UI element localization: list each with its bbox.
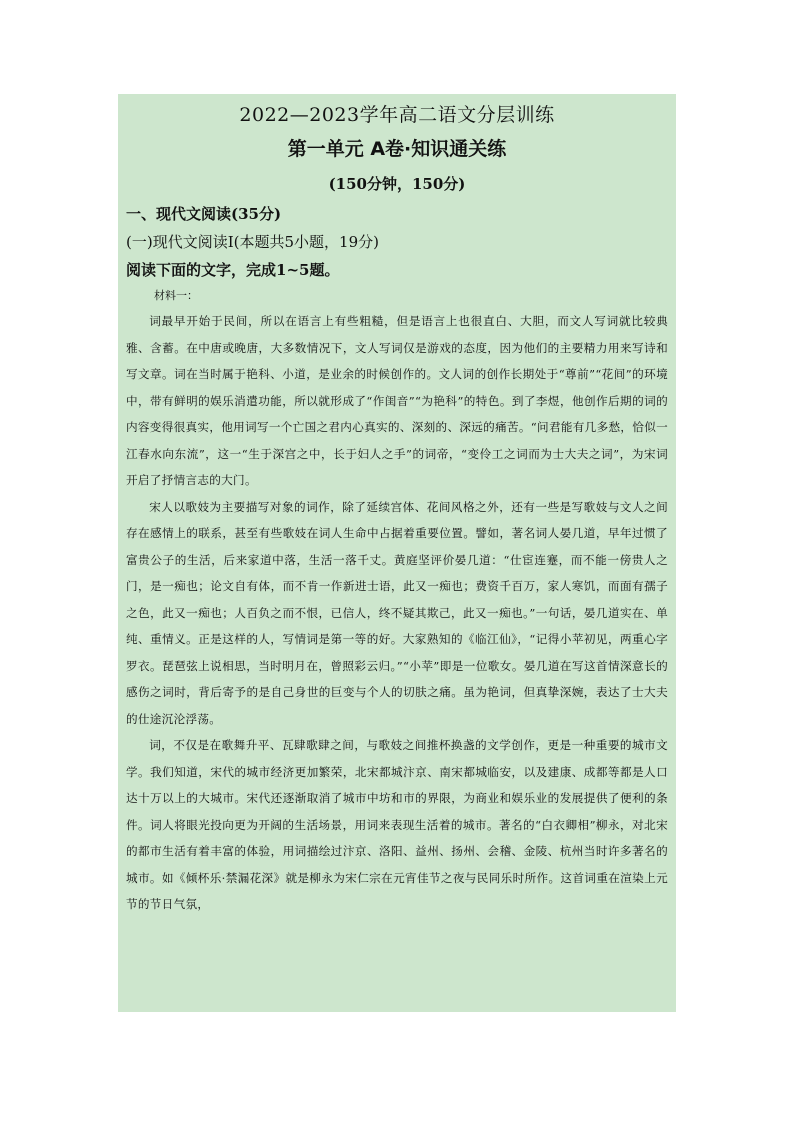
section-heading: 一、现代文阅读(35分) [126, 205, 282, 223]
instruction-text: 阅读下面的文字，完成1~5题。 [126, 261, 340, 279]
document-subtitle: 第一单元 A卷·知识通关练 [287, 138, 507, 160]
document-title: 2022—2023学年高二语文分层训练 [239, 104, 555, 126]
paragraph-1: 词最早开始于民间，所以在语言上有些粗糙，但是语言上也很直白、大胆，而文人写词就比较典雅、含蓄。在中唐或晚唐，大多数情况下，文人写词仅是游戏的态度，因为他们的主要精力用来写诗和写文章。词在当时属于艳科、小道，是业余的时候创作的。文人词的创作长期处于“尊前”“花间”的环境中，带有鲜明的娱乐消遣功能，所以就形成了“作闺音”“为艳科”的特色。到了李煜，他创作后期的词的内容变得很真实，他用词写一个亡国之君内心真实的、深刻的、深远的痛苦。“问君能有几多愁，恰似一江春水向东流”，这一“生于深宫之中，长于妇人之手”的词帝，“变伶工之词而为士大夫之词”，为宋词开启了抒情言志的大门。 [126, 314, 668, 487]
material-label: 材料一： [154, 289, 198, 302]
time-score: (150分钟，150分) [328, 175, 466, 193]
document-page [118, 94, 676, 1012]
subsection-heading: (一)现代文阅读Ⅰ(本题共5小题，19分) [126, 233, 379, 251]
paragraph-2: 宋人以歌妓为主要描写对象的词作，除了延续宫体、花间风格之外，还有一些是写歌妓与文人之间存在感情上的联系，甚至有些歌妓在词人生命中占据着重要位置。譬如，著名词人晏几道，早年过惯了富贵公子的生活，后来家道中落，生活一落千丈。黄庭坚评价晏几道：“仕宦连蹇，而不能一傍贵人之门，是一痴也；论文自有体，而不肯一作新进士语，此又一痴也；费资千百万，家人寒饥，而面有孺子之色，此又一痴也；人百负之而不恨，已信人，终不疑其欺己，此又一痴也。”一句话，晏几道实在、单纯、重情义。正是这样的人，写情词是第一等的好。大家熟知的《临江仙》，“记得小苹初见，两重心字罗衣。琵琶弦上说相思，当时明月在，曾照彩云归。”“小苹”即是一位歌女。晏几道在写这首情深意长的感伤之词时，背后寄予的是自己身世的巨变与个人的切肤之痛。虽为艳词，但真挚深婉，表达了士大夫的仕途沉沦浮荡。 [126, 499, 668, 726]
paragraph-3: 词，不仅是在歌舞升平、瓦肆歌肆之间，与歌妓之间推杯换盏的文学创作，更是一种重要的城市文学。我们知道，宋代的城市经济更加繁荣，北宋都城汴京、南宋都城临安，以及建康、成都等都是人口达十万以上的大城市。宋代还逐渐取消了城市中坊和市的界限，为商业和娱乐业的发展提供了便利的条件。词人将眼光投向更为开阔的生活场景，用词来表现生活着的城市。著名的“白衣卿相”柳永，对北宋的都市生活有着丰富的体验，用词描绘过汴京、洛阳、益州、扬州、会稽、金陵、杭州当时许多著名的城市。如《倾杯乐·禁漏花深》就是柳永为宋仁宗在元宵佳节之夜与民同乐时所作。这首词重在渲染上元节的节日气氛， [126, 738, 668, 911]
